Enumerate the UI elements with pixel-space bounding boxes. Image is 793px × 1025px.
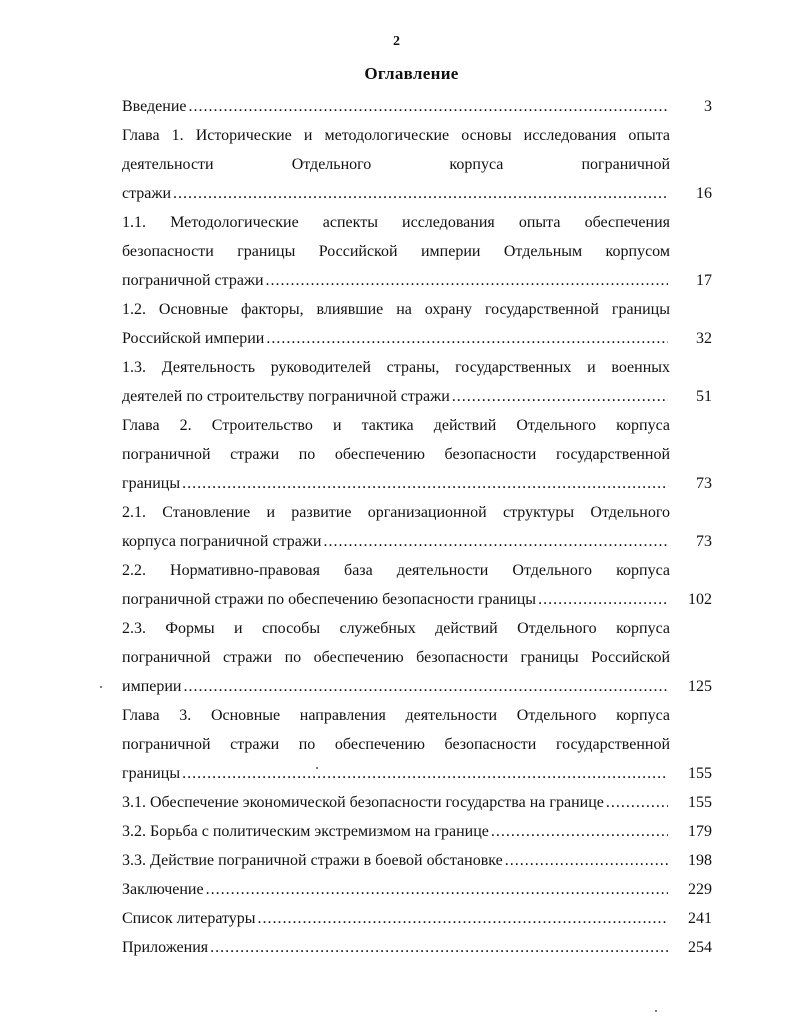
dot-leader — [505, 846, 668, 875]
toc-entry-line: пограничной стражи по обеспечению безопасности государственной — [122, 446, 670, 463]
toc-page-number: 198 — [688, 852, 712, 869]
toc-page-number: 73 — [696, 533, 712, 550]
toc-entry — [122, 353, 712, 411]
toc-entry-line: пограничной стражи по обеспечению безопасности границы Российской — [122, 649, 670, 666]
toc-entry — [122, 295, 712, 353]
toc-page-number: 16 — [696, 185, 712, 202]
toc-page-number: 17 — [696, 272, 712, 289]
toc-page-number: 3 — [704, 98, 712, 115]
toc-entry-last-line — [122, 179, 712, 208]
toc-entry-title: границы — [122, 475, 181, 492]
toc-entry-line: 2.1. Становление и развитие организационной структуры Отдельного — [122, 504, 670, 521]
toc-entry-last-line — [122, 933, 712, 962]
toc-entry-last-line — [122, 92, 712, 121]
table-of-contents — [122, 92, 712, 962]
toc-entry-last-line — [122, 266, 712, 295]
toc-entry-title: империи — [122, 678, 182, 695]
toc-entry-title: пограничной стражи — [122, 272, 264, 289]
toc-entry — [122, 904, 712, 933]
toc-entry-line: Глава 3. Основные направления деятельности Отдельного корпуса — [122, 707, 670, 724]
dot-leader — [538, 585, 668, 614]
toc-entry-title: 3.2. Борьба с политическим экстремизмом на границе — [122, 823, 489, 840]
toc-entry-last-line — [122, 904, 712, 933]
toc-entry-last-line — [122, 469, 712, 498]
toc-entry-last-line — [122, 382, 712, 411]
toc-page-number: 73 — [696, 475, 712, 492]
toc-entry-line: 1.3. Деятельность руководителей страны, государственных и военных — [122, 359, 670, 376]
toc-entry — [122, 933, 712, 962]
toc-page-number: 254 — [688, 939, 712, 956]
toc-entry-line: безопасности границы Российской империи Отдельным корпусом — [122, 243, 670, 260]
dot-leader — [189, 92, 669, 121]
dot-leader — [452, 382, 668, 411]
scan-speck — [100, 686, 102, 688]
toc-entry-title: Российской империи — [122, 330, 265, 347]
toc-entry-title: границы — [122, 765, 181, 782]
dot-leader — [258, 904, 668, 933]
toc-entry-title: 3.1. Обеспечение экономической безопасности государства на границе — [122, 794, 604, 811]
toc-entry-last-line — [122, 672, 712, 701]
toc-entry-last-line — [122, 759, 712, 788]
dot-leader — [266, 266, 668, 295]
toc-entry-title: Список литературы — [122, 910, 256, 927]
toc-entry — [122, 614, 712, 701]
dot-leader — [266, 324, 668, 353]
toc-page-number: 229 — [688, 881, 712, 898]
toc-entry — [122, 817, 712, 846]
toc-entry-title: Заключение — [122, 881, 204, 898]
toc-page-number: 125 — [688, 678, 712, 695]
toc-entry-title: Приложения — [122, 939, 209, 956]
toc-page-number: 155 — [688, 765, 712, 782]
toc-entry-last-line — [122, 324, 712, 353]
toc-entry — [122, 121, 712, 208]
toc-entry-line: 1.2. Основные факторы, влиявшие на охрану государственной границы — [122, 301, 670, 318]
toc-entry-last-line — [122, 817, 712, 846]
toc-entry — [122, 208, 712, 295]
toc-entry — [122, 846, 712, 875]
toc-page-number: 102 — [688, 591, 712, 608]
toc-page-number: 51 — [696, 388, 712, 405]
dot-leader — [173, 179, 668, 208]
toc-entry — [122, 498, 712, 556]
dot-leader — [491, 817, 668, 846]
toc-entry-line: 2.3. Формы и способы служебных действий Отдельного корпуса — [122, 620, 670, 637]
toc-page-number: 32 — [696, 330, 712, 347]
dot-leader — [182, 759, 668, 788]
toc-entry-title: Введение — [122, 98, 187, 115]
toc-page-number: 241 — [688, 910, 712, 927]
toc-page-number: 179 — [688, 823, 712, 840]
scan-speck — [316, 767, 318, 769]
dot-leader — [182, 469, 668, 498]
toc-entry-title: деятелей по строительству пограничной стражи — [122, 388, 450, 405]
toc-entry-title: пограничной стражи по обеспечению безопасности границы — [122, 591, 537, 608]
page-number: 2 — [393, 34, 400, 49]
toc-entry-title: стражи — [122, 185, 172, 202]
toc-entry-last-line — [122, 788, 712, 817]
toc-entry-line: 2.2. Нормативно-правовая база деятельности Отдельного корпуса — [122, 562, 670, 579]
toc-entry-last-line — [122, 527, 712, 556]
toc-entry — [122, 92, 712, 121]
toc-entry-line: деятельности Отдельного корпуса пограничной — [122, 156, 670, 173]
toc-entry — [122, 701, 712, 788]
toc-entry — [122, 875, 712, 904]
toc-entry-title: 3.3. Действие пограничной стражи в боевой обстановке — [122, 852, 503, 869]
toc-entry-line: Глава 2. Строительство и тактика действий Отдельного корпуса — [122, 417, 670, 434]
page-title: Оглавление — [364, 64, 459, 83]
toc-entry — [122, 411, 712, 498]
toc-page-number: 155 — [688, 794, 712, 811]
scan-speck — [655, 1010, 657, 1012]
dot-leader — [323, 527, 668, 556]
toc-entry-line: Глава 1. Исторические и методологические основы исследования опыта — [122, 127, 670, 144]
toc-entry-last-line — [122, 585, 712, 614]
dot-leader — [206, 875, 668, 904]
toc-entry — [122, 556, 712, 614]
toc-entry-last-line — [122, 846, 712, 875]
dot-leader — [210, 933, 668, 962]
toc-entry-line: пограничной стражи по обеспечению безопасности государственной — [122, 736, 670, 753]
toc-entry-last-line — [122, 875, 712, 904]
dot-leader — [606, 788, 668, 817]
toc-entry-line: 1.1. Методологические аспекты исследования опыта обеспечения — [122, 214, 670, 231]
toc-entry — [122, 788, 712, 817]
toc-entry-title: корпуса пограничной стражи — [122, 533, 322, 550]
dot-leader — [183, 672, 668, 701]
